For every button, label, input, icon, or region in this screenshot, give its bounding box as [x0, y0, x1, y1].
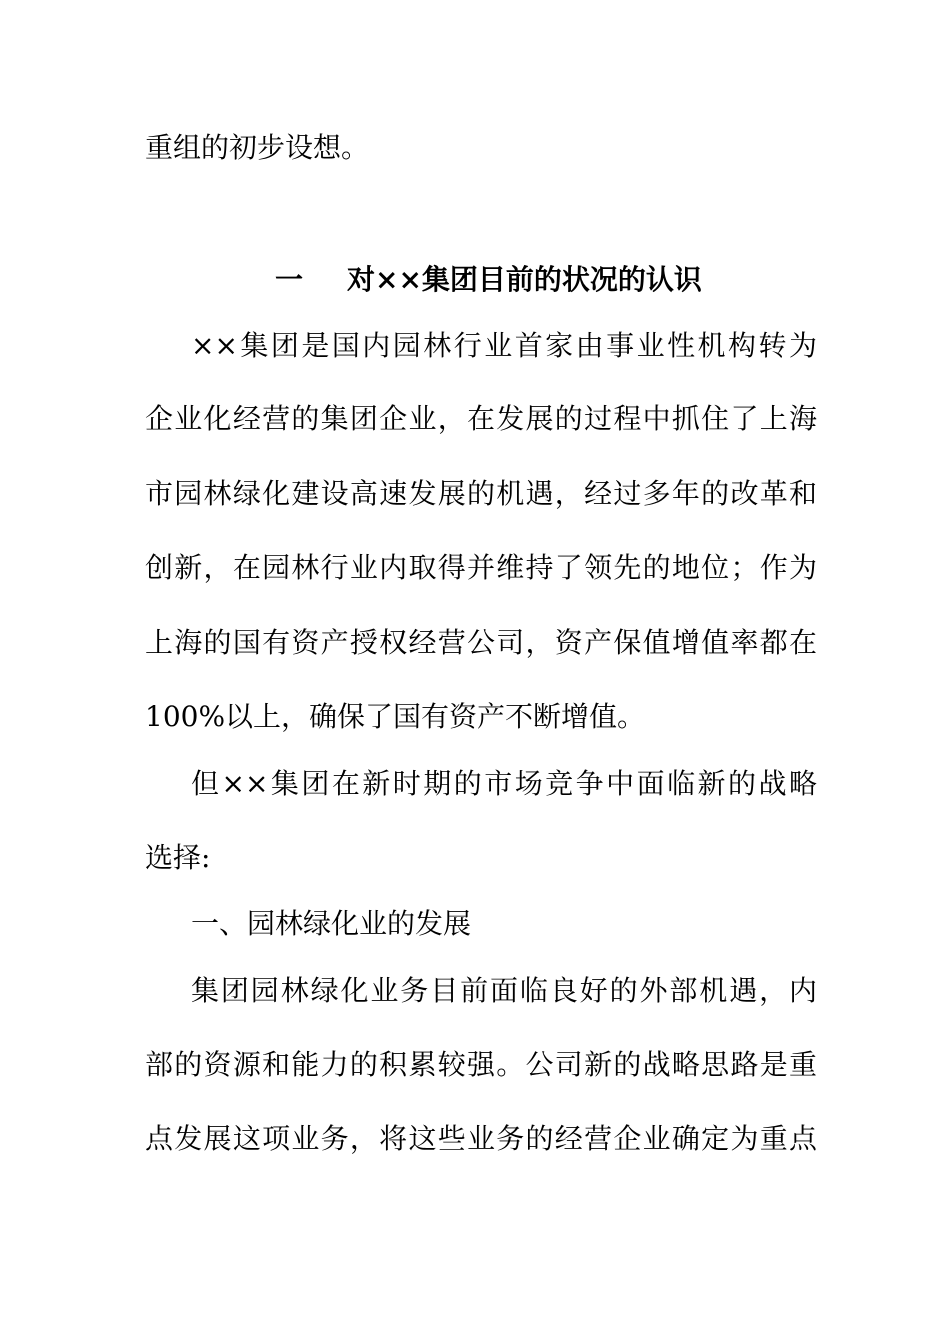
paragraph-line: 但××集团在新时期的市场竞争中面临新的战略 — [191, 767, 817, 800]
paragraph-line: 市园林绿化建设高速发展的机遇，经过多年的改革和 — [145, 477, 817, 510]
section-heading-title: 对××集团目前的状况的认识 — [347, 263, 702, 296]
paragraph-line: 100%以上，确保了国有资产不断增值。 — [145, 700, 646, 733]
paragraph-line: 重组的初步设想。 — [145, 131, 370, 164]
paragraph-line: 创新，在园林行业内取得并维持了领先的地位；作为 — [145, 551, 817, 584]
paragraph-line: 点发展这项业务，将这些业务的经营企业确定为重点 — [145, 1122, 817, 1155]
paragraph-line: 集团园林绿化业务目前面临良好的外部机遇，内 — [191, 974, 817, 1007]
section-heading-number: 一 — [275, 263, 304, 296]
section-heading — [275, 262, 702, 298]
paragraph-line: 部的资源和能力的积累较强。公司新的战略思路是重 — [145, 1048, 817, 1081]
paragraph-line: 上海的国有资产授权经营公司，资产保值增值率都在 — [145, 626, 817, 659]
paragraph-line: 企业化经营的集团企业，在发展的过程中抓住了上海 — [145, 402, 817, 435]
subsection-heading: 一、园林绿化业的发展 — [191, 907, 472, 940]
paragraph-line: 选择: — [145, 841, 211, 874]
paragraph-line: ××集团是国内园林行业首家由事业性机构转为 — [191, 329, 817, 362]
